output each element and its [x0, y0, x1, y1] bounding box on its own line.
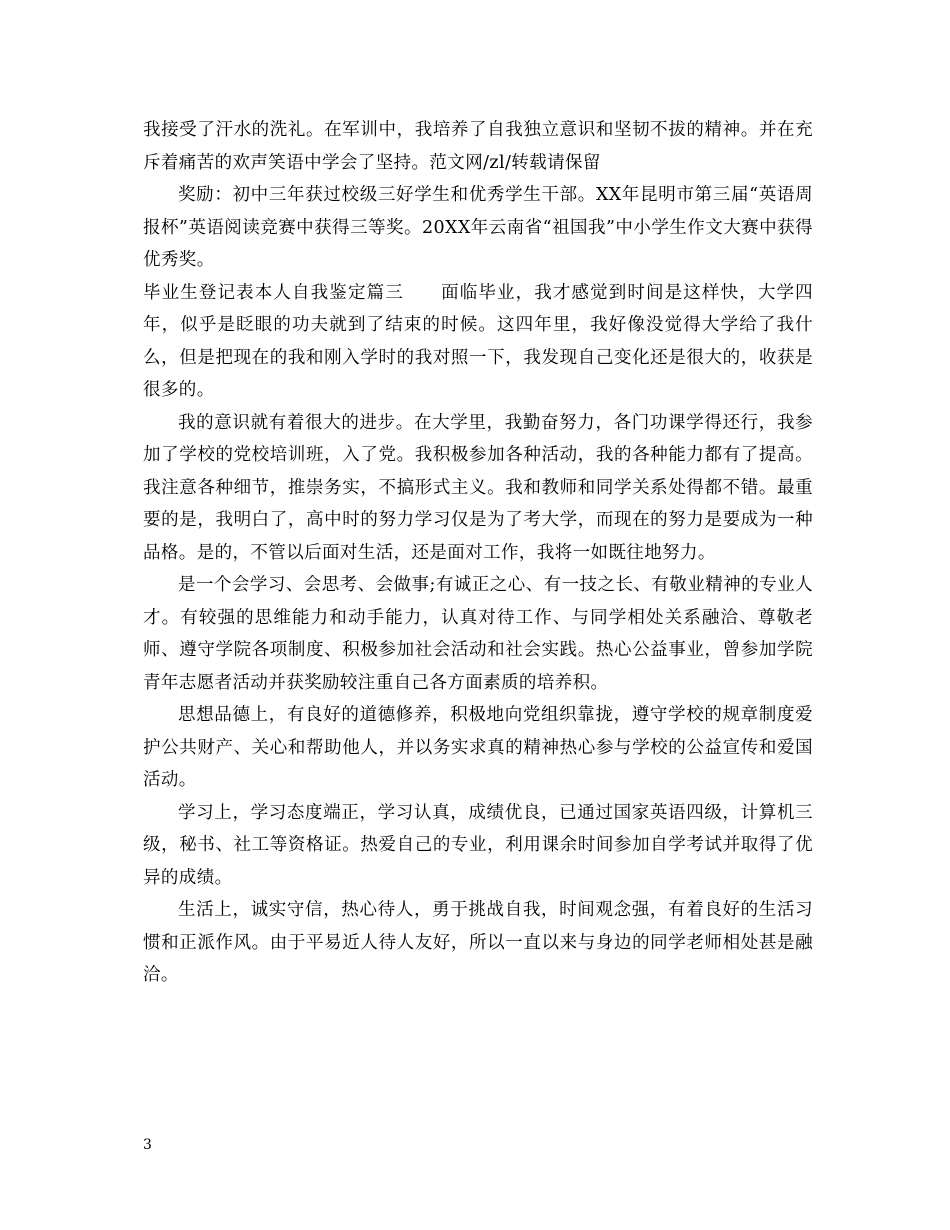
paragraph-progress: 我的意识就有着很大的进步。在大学里，我勤奋努力，各门功课学得还行，我参加了学校的党校培训班，入了党。我积极参加各种活动，我的各种能力都有了提高。我注意各种细节，推崇务实，不搞形式主义。我和教师和同学关系处得都不错。最重要的是，我明白了，高中时的努力学习仅是为了考大学，而现在的努力是要成为一种品格。是的，不管以后面对生活，还是面对工作，我将一如既往地努力。: [143, 412, 813, 563]
paragraph-talent: 是一个会学习、会思考、会做事;有诚正之心、有一技之长、有敬业精神的专业人才。有较强的思维能力和动手能力，认真对待工作、与同学相处关系融洽、尊敬老师、遵守学院各项制度、积极参加社会活动和社会实践。热心公益事业，曾参加学院青年志愿者活动并获奖励较注重自己各方面素质的培养积。: [143, 575, 813, 693]
paragraph-life: 生活上，诚实守信，热心待人，勇于挑战自我，时间观念强，有着良好的生活习惯和正派作风。由于平易近人待人友好，所以一直以来与身边的同学老师相处甚是融洽。: [143, 900, 813, 985]
paragraph-study: 学习上，学习态度端正，学习认真，成绩优良，已通过国家英语四级，计算机三级，秘书、社工等资格证。热爱自己的专业，利用课余时间参加自学考试并取得了优异的成绩。: [143, 802, 813, 888]
page-number: 3: [143, 1137, 152, 1153]
paragraph-military-training: 我接受了汗水的洗礼。在军训中，我培养了自我独立意识和坚韧不拔的精神。并在充斥着痛苦的欢声笑语中学会了坚持。范文网/zl/转载请保留: [143, 120, 813, 173]
paragraph-section-three: 毕业生登记表本人自我鉴定篇三 面临毕业，我才感觉到时间是这样快，大学四年，似乎是眨眼的功夫就到了结束的时候。这四年里，我好像没觉得大学给了我什么，但是把现在的我和刚入学时的我对照一下，我发现自己变化还是很大的，收获是很多的。: [143, 282, 813, 400]
paragraph-morality: 思想品德上，有良好的道德修养，积极地向党组织靠拢，遵守学校的规章制度爱护公共财产、关心和帮助他人，并以务实求真的精神热心参与学校的公益宣传和爱国活动。: [143, 705, 813, 790]
document-body: [143, 114, 813, 992]
paragraph-awards: 奖励：初中三年获过校级三好学生和优秀学生干部。XX年昆明市第三届“英语周报杯”英语阅读竞赛中获得三等奖。20XX年云南省“祖国我”中小学生作文大赛中获得优秀奖。: [143, 185, 813, 270]
